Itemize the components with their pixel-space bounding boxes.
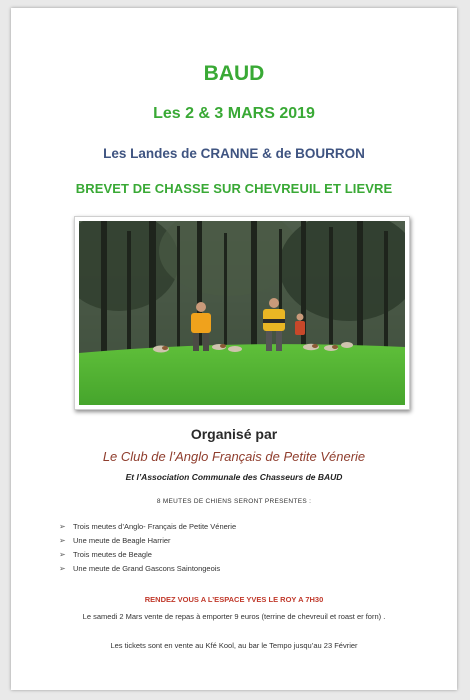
flyer-page (11, 8, 457, 690)
ticket-info: Les tickets sont en vente au Kfé Kool, au bar le Tempo jusqu’au 23 Février (110, 641, 358, 650)
list-item: ➢ Trois meutes de Beagle (59, 548, 236, 562)
packs-list (59, 520, 236, 576)
club-name: Le Club de l’Anglo Français de Petite Vénerie (102, 449, 366, 464)
list-item: ➢ Une meute de Beagle Harrier (59, 534, 236, 548)
association-name: Et l’Association Communale des Chasseurs de BAUD (125, 472, 343, 482)
event-dates: Les 2 & 3 MARS 2019 (153, 105, 315, 122)
list-item: ➢ Une meute de Grand Gascons Saintongeois (59, 562, 236, 576)
list-item: ➢ Trois meutes d’Anglo- Français de Petite Vénerie (59, 520, 236, 534)
arrow-bullet-icon: ➢ (59, 536, 66, 545)
event-name: BREVET DE CHASSE SUR CHEVREUIL ET LIEVRE (75, 181, 393, 196)
town-title: BAUD (203, 62, 265, 85)
meeting-point: RENDEZ VOUS A L’ESPACE YVES LE ROY A 7H30 (144, 595, 324, 604)
organized-by-label: Organisé par (190, 426, 278, 442)
event-place: Les Landes de CRANNE & de BOURRON (103, 146, 365, 161)
arrow-bullet-icon: ➢ (59, 550, 66, 559)
arrow-bullet-icon: ➢ (59, 564, 66, 573)
hunting-photo-image (79, 221, 405, 405)
packs-heading: 8 MEUTES DE CHIENS SERONT PRESENTES : (156, 498, 312, 505)
hunting-photo (74, 216, 410, 410)
meal-info: Le samedi 2 Mars vente de repas à emporter 9 euros (terrine de chevreuil et roast er forn) . (82, 612, 386, 621)
arrow-bullet-icon: ➢ (59, 522, 66, 531)
